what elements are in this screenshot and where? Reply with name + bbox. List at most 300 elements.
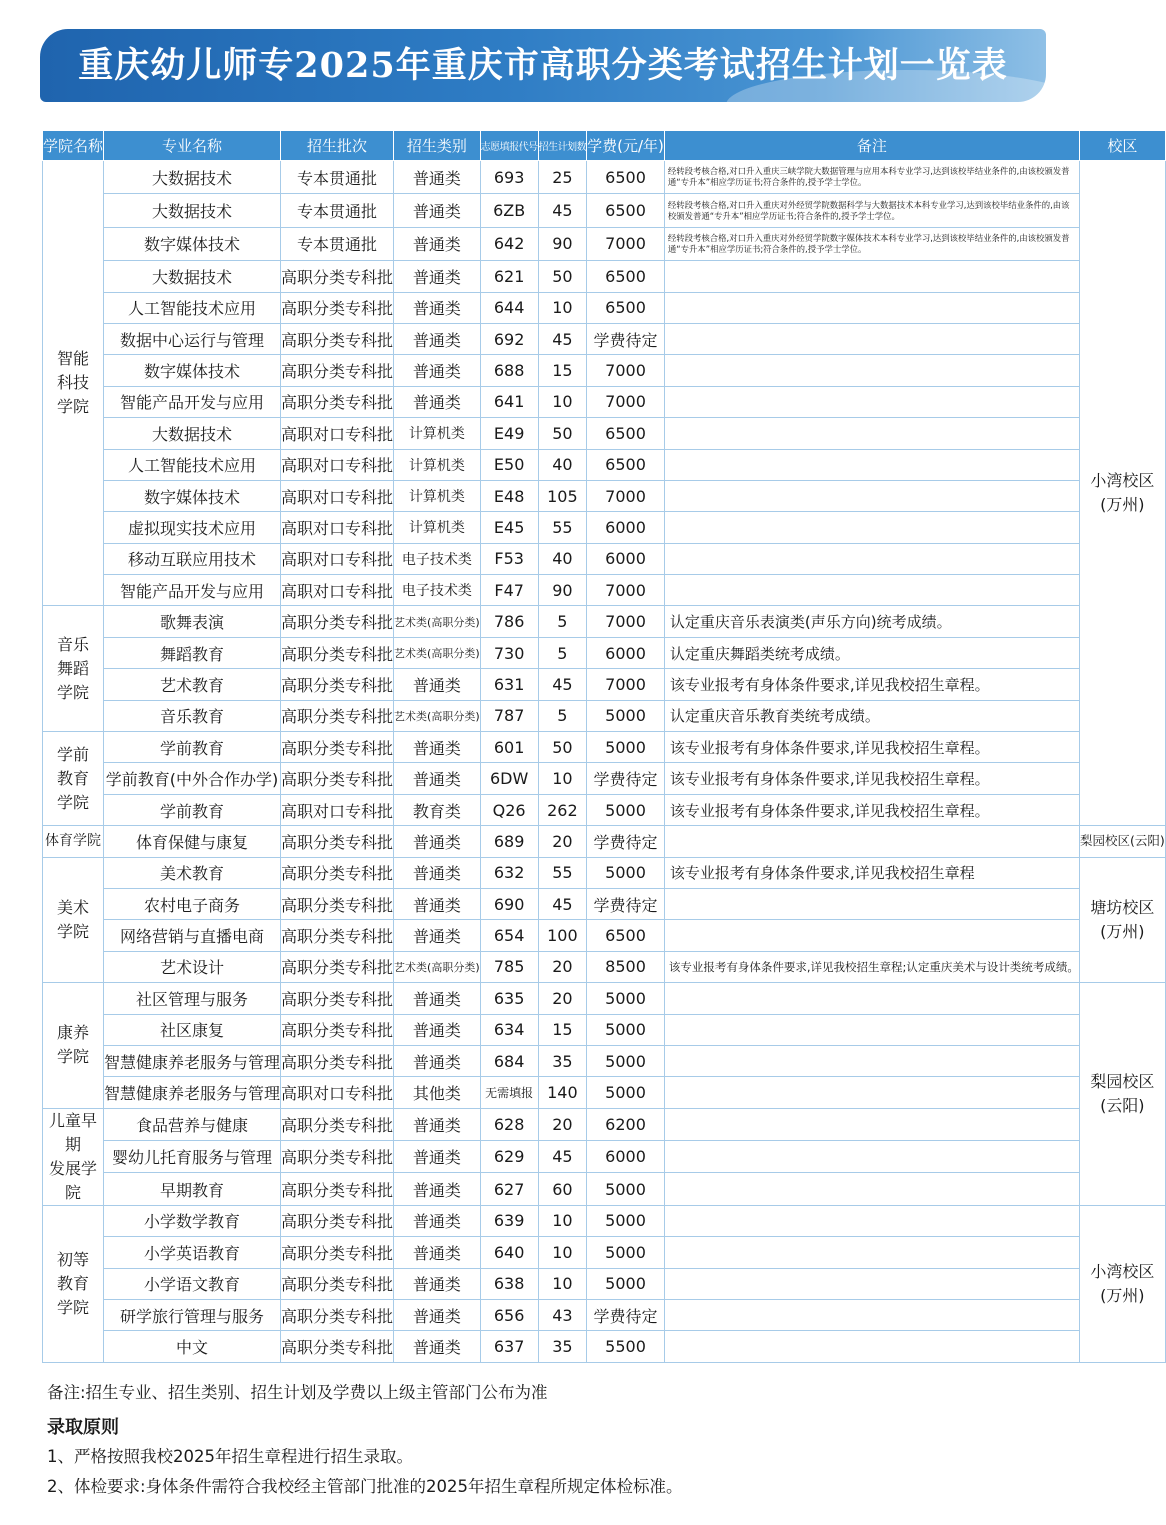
- fee: 5000: [587, 1268, 665, 1299]
- note: 经转段考核合格,对口升入重庆对外经贸学院数据科学与大数据技术本科专业学习,达到该校毕结业条件的,由该校颁发普通“专升本”相应学历证书;符合条件的,授予学士学位。: [664, 194, 1079, 227]
- category: 普通类: [394, 1173, 481, 1205]
- note: [664, 355, 1079, 386]
- major-name: 数字媒体技术: [104, 355, 281, 386]
- table-row: [43, 575, 1166, 606]
- campus-name: 小湾校区 (万州): [1079, 161, 1165, 826]
- batch: 高职分类专科批: [281, 261, 394, 292]
- plan-count: 90: [538, 227, 587, 260]
- plan-count: 35: [538, 1331, 587, 1362]
- fee: 6500: [587, 292, 665, 323]
- note: 认定重庆音乐教育类统考成绩。: [664, 700, 1079, 731]
- plan-count: 55: [538, 512, 587, 543]
- fee: 5000: [587, 1077, 665, 1108]
- table-row: [43, 1299, 1166, 1330]
- plan-count: 10: [538, 1268, 587, 1299]
- category: 普通类: [394, 857, 481, 888]
- category: 普通类: [394, 920, 481, 951]
- batch: 高职分类专科批: [281, 292, 394, 323]
- note: [664, 983, 1079, 1014]
- major-name: 人工智能技术应用: [104, 449, 281, 480]
- note: 认定重庆音乐表演类(声乐方向)统考成绩。: [664, 606, 1079, 637]
- batch: 高职分类专科批: [281, 323, 394, 354]
- note: [664, 1299, 1079, 1330]
- major-name: 小学数学教育: [104, 1205, 281, 1236]
- code: 684: [480, 1045, 538, 1076]
- college-name: 体育学院: [43, 826, 104, 857]
- plan-count: 43: [538, 1299, 587, 1330]
- code: 6DW: [480, 763, 538, 794]
- code: 639: [480, 1205, 538, 1236]
- batch: 高职分类专科批: [281, 606, 394, 637]
- major-name: 虚拟现实技术应用: [104, 512, 281, 543]
- note: [664, 826, 1079, 857]
- note: [664, 1173, 1079, 1205]
- batch: 高职分类专科批: [281, 983, 394, 1014]
- header-major: 专业名称: [104, 131, 281, 161]
- code: 无需填报: [480, 1077, 538, 1108]
- major-name: 中文: [104, 1331, 281, 1362]
- code: 632: [480, 857, 538, 888]
- category: 普通类: [394, 732, 481, 763]
- table-row: [43, 355, 1166, 386]
- major-name: 食品营养与健康: [104, 1108, 281, 1140]
- fee: 6500: [587, 418, 665, 449]
- campus-name: 梨园校区(云阳): [1079, 826, 1165, 857]
- major-name: 数据中心运行与管理: [104, 323, 281, 354]
- category: 普通类: [394, 669, 481, 700]
- fee: 6000: [587, 543, 665, 574]
- table-row: [43, 826, 1166, 857]
- fee: 学费待定: [587, 323, 665, 354]
- note: [664, 1108, 1079, 1140]
- code: 637: [480, 1331, 538, 1362]
- plan-count: 25: [538, 161, 587, 194]
- plan-count: 20: [538, 826, 587, 857]
- page-title: 重庆幼儿师专2025年重庆市高职分类考试招生计划一览表: [78, 45, 1008, 86]
- category: 普通类: [394, 1331, 481, 1362]
- plan-count: 10: [538, 763, 587, 794]
- fee: 5000: [587, 732, 665, 763]
- note: [664, 1077, 1079, 1108]
- batch: 高职分类专科批: [281, 386, 394, 417]
- note: [664, 1237, 1079, 1268]
- plan-count: 262: [538, 794, 587, 825]
- fee: 学费待定: [587, 888, 665, 919]
- category: 电子技术类: [394, 543, 481, 574]
- code: 634: [480, 1014, 538, 1045]
- note: 经转段考核合格,对口升入重庆对外经贸学院数字媒体技术本科专业学习,达到该校毕结业条件的,由该校颁发普通“专升本”相应学历证书;符合条件的,授予学士学位。: [664, 227, 1079, 260]
- plan-count: 10: [538, 1237, 587, 1268]
- batch: 高职分类专科批: [281, 888, 394, 919]
- fee: 7000: [587, 227, 665, 260]
- table-row: [43, 920, 1166, 951]
- major-name: 研学旅行管理与服务: [104, 1299, 281, 1330]
- category: 计算机类: [394, 480, 481, 511]
- college-name: 美术 学院: [43, 857, 104, 983]
- major-name: 音乐教育: [104, 700, 281, 731]
- table-row: [43, 794, 1166, 825]
- major-name: 小学语文教育: [104, 1268, 281, 1299]
- code: 730: [480, 637, 538, 668]
- major-name: 智慧健康养老服务与管理: [104, 1077, 281, 1108]
- note: [664, 1205, 1079, 1236]
- college-name: 儿童早期 发展学院: [43, 1108, 104, 1205]
- header-category: 招生类别: [394, 131, 481, 161]
- campus-name: 小湾校区 (万州): [1079, 1205, 1165, 1362]
- major-name: 智能产品开发与应用: [104, 575, 281, 606]
- batch: 高职对口专科批: [281, 480, 394, 511]
- batch: 高职对口专科批: [281, 449, 394, 480]
- note: [664, 1268, 1079, 1299]
- batch: 高职分类专科批: [281, 1141, 394, 1173]
- major-name: 美术教育: [104, 857, 281, 888]
- batch: 高职分类专科批: [281, 1205, 394, 1236]
- category: 普通类: [394, 386, 481, 417]
- plan-count: 45: [538, 194, 587, 227]
- note: [664, 323, 1079, 354]
- plan-count: 90: [538, 575, 587, 606]
- note: [664, 888, 1079, 919]
- major-name: 大数据技术: [104, 161, 281, 194]
- code: E45: [480, 512, 538, 543]
- batch: 高职对口专科批: [281, 543, 394, 574]
- plan-count: 50: [538, 418, 587, 449]
- plan-count: 20: [538, 983, 587, 1014]
- note: [664, 418, 1079, 449]
- code: 656: [480, 1299, 538, 1330]
- plan-count: 15: [538, 355, 587, 386]
- plan-count: 20: [538, 1108, 587, 1140]
- title-banner: [40, 29, 1046, 102]
- batch: 高职分类专科批: [281, 732, 394, 763]
- category: 普通类: [394, 888, 481, 919]
- table-row: [43, 418, 1166, 449]
- category: 计算机类: [394, 449, 481, 480]
- fee: 5000: [587, 1205, 665, 1236]
- table-row: [43, 700, 1166, 731]
- code: F53: [480, 543, 538, 574]
- table-row: [43, 1045, 1166, 1076]
- major-name: 艺术设计: [104, 951, 281, 982]
- major-name: 婴幼儿托育服务与管理: [104, 1141, 281, 1173]
- major-name: 农村电子商务: [104, 888, 281, 919]
- fee: 6000: [587, 512, 665, 543]
- batch: 高职分类专科批: [281, 1237, 394, 1268]
- major-name: 舞蹈教育: [104, 637, 281, 668]
- category: 计算机类: [394, 418, 481, 449]
- table-row: [43, 951, 1166, 982]
- table-row: [43, 857, 1166, 888]
- table-row: [43, 1173, 1166, 1205]
- batch: 高职分类专科批: [281, 763, 394, 794]
- fee: 5000: [587, 1237, 665, 1268]
- fee: 5000: [587, 1173, 665, 1205]
- code: 787: [480, 700, 538, 731]
- batch: 高职对口专科批: [281, 512, 394, 543]
- code: Q26: [480, 794, 538, 825]
- category: 普通类: [394, 323, 481, 354]
- fee: 6200: [587, 1108, 665, 1140]
- major-name: 移动互联应用技术: [104, 543, 281, 574]
- code: 638: [480, 1268, 538, 1299]
- major-name: 人工智能技术应用: [104, 292, 281, 323]
- college-name: 初等 教育 学院: [43, 1205, 104, 1362]
- table-row: [43, 292, 1166, 323]
- plan-count: 45: [538, 888, 587, 919]
- plan-count: 10: [538, 292, 587, 323]
- category: 其他类: [394, 1077, 481, 1108]
- note: 该专业报考有身体条件要求,详见我校招生章程;认定重庆美术与设计类统考成绩。: [664, 951, 1079, 982]
- category: 普通类: [394, 1299, 481, 1330]
- table-row: [43, 261, 1166, 292]
- code: 635: [480, 983, 538, 1014]
- category: 普通类: [394, 261, 481, 292]
- table-row: [43, 1014, 1166, 1045]
- plan-count: 40: [538, 543, 587, 574]
- fee: 学费待定: [587, 826, 665, 857]
- fee: 5000: [587, 1014, 665, 1045]
- table-row: [43, 323, 1166, 354]
- note: [664, 920, 1079, 951]
- plan-count: 60: [538, 1173, 587, 1205]
- category: 计算机类: [394, 512, 481, 543]
- batch: 专本贯通批: [281, 227, 394, 260]
- table-row: [43, 1077, 1166, 1108]
- note: [664, 449, 1079, 480]
- fee: 6500: [587, 261, 665, 292]
- fee: 7000: [587, 606, 665, 637]
- major-name: 体育保健与康复: [104, 826, 281, 857]
- major-name: 早期教育: [104, 1173, 281, 1205]
- table-row: [43, 1141, 1166, 1173]
- table-row: [43, 1331, 1166, 1362]
- category: 普通类: [394, 227, 481, 260]
- fee: 5000: [587, 983, 665, 1014]
- college-name: 康养 学院: [43, 983, 104, 1109]
- fee: 5000: [587, 1045, 665, 1076]
- college-name: 音乐 舞蹈 学院: [43, 606, 104, 732]
- header-college: 学院名称: [43, 131, 104, 161]
- fee: 7000: [587, 575, 665, 606]
- major-name: 学前教育: [104, 794, 281, 825]
- major-name: 社区康复: [104, 1014, 281, 1045]
- note: [664, 1014, 1079, 1045]
- code: 690: [480, 888, 538, 919]
- fee: 6500: [587, 161, 665, 194]
- note: [664, 386, 1079, 417]
- plan-count: 5: [538, 606, 587, 637]
- fee: 6500: [587, 920, 665, 951]
- note: [664, 1331, 1079, 1362]
- code: 654: [480, 920, 538, 951]
- code: 642: [480, 227, 538, 260]
- table-row: [43, 161, 1166, 194]
- batch: 高职分类专科批: [281, 1331, 394, 1362]
- plan-count: 15: [538, 1014, 587, 1045]
- batch: 高职分类专科批: [281, 920, 394, 951]
- major-name: 智能产品开发与应用: [104, 386, 281, 417]
- plan-count: 45: [538, 323, 587, 354]
- table-row: [43, 1237, 1166, 1268]
- note: [664, 512, 1079, 543]
- major-name: 学前教育: [104, 732, 281, 763]
- admission-plan-table: [42, 130, 1166, 1363]
- batch: 高职分类专科批: [281, 1045, 394, 1076]
- fee: 6000: [587, 637, 665, 668]
- major-name: 大数据技术: [104, 194, 281, 227]
- code: 640: [480, 1237, 538, 1268]
- major-name: 小学英语教育: [104, 1237, 281, 1268]
- table-row: [43, 480, 1166, 511]
- table-row: [43, 888, 1166, 919]
- plan-count: 10: [538, 386, 587, 417]
- category: 普通类: [394, 1237, 481, 1268]
- code: 693: [480, 161, 538, 194]
- category: 普通类: [394, 1014, 481, 1045]
- category: 普通类: [394, 194, 481, 227]
- note: 该专业报考有身体条件要求,详见我校招生章程。: [664, 732, 1079, 763]
- principle-line-1: 1、严格按照我校2025年招生章程进行招生录取。: [47, 1447, 413, 1466]
- major-name: 学前教育(中外合作办学): [104, 763, 281, 794]
- note: [664, 261, 1079, 292]
- plan-count: 45: [538, 1141, 587, 1173]
- fee: 5000: [587, 857, 665, 888]
- code: 629: [480, 1141, 538, 1173]
- batch: 高职对口专科批: [281, 418, 394, 449]
- header-code: 志愿填报代号: [480, 131, 538, 161]
- table-row: [43, 512, 1166, 543]
- fee: 7000: [587, 669, 665, 700]
- category: 普通类: [394, 1268, 481, 1299]
- code: 644: [480, 292, 538, 323]
- fee: 5000: [587, 700, 665, 731]
- batch: 高职分类专科批: [281, 1299, 394, 1330]
- header-fee: 学费(元/年): [587, 131, 665, 161]
- batch: 高职分类专科批: [281, 826, 394, 857]
- table-row: [43, 449, 1166, 480]
- fee: 7000: [587, 355, 665, 386]
- category: 普通类: [394, 1205, 481, 1236]
- batch: 高职分类专科批: [281, 355, 394, 386]
- note: [664, 575, 1079, 606]
- category: 艺术类(高职分类): [394, 700, 481, 731]
- header-batch: 招生批次: [281, 131, 394, 161]
- category: 普通类: [394, 355, 481, 386]
- college-name: 学前 教育 学院: [43, 732, 104, 826]
- table-body: [43, 161, 1166, 1363]
- code: E49: [480, 418, 538, 449]
- plan-count: 45: [538, 669, 587, 700]
- category: 艺术类(高职分类): [394, 637, 481, 668]
- plan-count: 50: [538, 732, 587, 763]
- note: 该专业报考有身体条件要求,详见我校招生章程: [664, 857, 1079, 888]
- code: 688: [480, 355, 538, 386]
- note: [664, 292, 1079, 323]
- fee: 8500: [587, 951, 665, 982]
- major-name: 网络营销与直播电商: [104, 920, 281, 951]
- principle-line-2: 2、体检要求:身体条件需符合我校经主管部门批准的2025年招生章程所规定体检标准。: [47, 1477, 683, 1496]
- table-row: [43, 732, 1166, 763]
- batch: 高职分类专科批: [281, 700, 394, 731]
- plan-count: 50: [538, 261, 587, 292]
- note: 该专业报考有身体条件要求,详见我校招生章程。: [664, 763, 1079, 794]
- fee: 7000: [587, 386, 665, 417]
- table-row: [43, 543, 1166, 574]
- code: 631: [480, 669, 538, 700]
- table-row: [43, 1205, 1166, 1236]
- note: 认定重庆舞蹈类统考成绩。: [664, 637, 1079, 668]
- fee: 5000: [587, 794, 665, 825]
- note: [664, 543, 1079, 574]
- category: 艺术类(高职分类): [394, 951, 481, 982]
- note: 该专业报考有身体条件要求,详见我校招生章程。: [664, 794, 1079, 825]
- plan-count: 140: [538, 1077, 587, 1108]
- category: 艺术类(高职分类): [394, 606, 481, 637]
- batch: 专本贯通批: [281, 161, 394, 194]
- major-name: 大数据技术: [104, 418, 281, 449]
- plan-count: 35: [538, 1045, 587, 1076]
- note: 该专业报考有身体条件要求,详见我校招生章程。: [664, 669, 1079, 700]
- code: 689: [480, 826, 538, 857]
- category: 普通类: [394, 292, 481, 323]
- code: 692: [480, 323, 538, 354]
- campus-name: 梨园校区 (云阳): [1079, 983, 1165, 1206]
- plan-count: 5: [538, 700, 587, 731]
- category: 普通类: [394, 1141, 481, 1173]
- plan-count: 20: [538, 951, 587, 982]
- table-row: [43, 763, 1166, 794]
- note: [664, 1045, 1079, 1076]
- table-row: [43, 194, 1166, 227]
- category: 教育类: [394, 794, 481, 825]
- batch: 高职分类专科批: [281, 951, 394, 982]
- major-name: 数字媒体技术: [104, 480, 281, 511]
- plan-count: 55: [538, 857, 587, 888]
- code: E50: [480, 449, 538, 480]
- footer-remark: 备注:招生专业、招生类别、招生计划及学费以上级主管部门公布为准: [47, 1383, 548, 1402]
- code: 6ZB: [480, 194, 538, 227]
- fee: 5500: [587, 1331, 665, 1362]
- table-row: [43, 669, 1166, 700]
- code: E48: [480, 480, 538, 511]
- table-row: [43, 1108, 1166, 1140]
- fee: 7000: [587, 480, 665, 511]
- code: 785: [480, 951, 538, 982]
- table-row: [43, 386, 1166, 417]
- category: 电子技术类: [394, 575, 481, 606]
- major-name: 大数据技术: [104, 261, 281, 292]
- campus-name: 塘坊校区 (万州): [1079, 857, 1165, 983]
- table-row: [43, 637, 1166, 668]
- code: 601: [480, 732, 538, 763]
- batch: 高职对口专科批: [281, 575, 394, 606]
- code: F47: [480, 575, 538, 606]
- admission-principle-title: 录取原则: [47, 1417, 119, 1438]
- batch: 高职分类专科批: [281, 1014, 394, 1045]
- category: 普通类: [394, 1108, 481, 1140]
- major-name: 歌舞表演: [104, 606, 281, 637]
- batch: 高职分类专科批: [281, 1268, 394, 1299]
- plan-count: 5: [538, 637, 587, 668]
- header-note: 备注: [664, 131, 1079, 161]
- header-plan: 招生计划数: [538, 131, 587, 161]
- category: 普通类: [394, 1045, 481, 1076]
- batch: 高职对口专科批: [281, 1077, 394, 1108]
- batch: 高职分类专科批: [281, 637, 394, 668]
- code: 621: [480, 261, 538, 292]
- batch: 高职分类专科批: [281, 857, 394, 888]
- note: [664, 480, 1079, 511]
